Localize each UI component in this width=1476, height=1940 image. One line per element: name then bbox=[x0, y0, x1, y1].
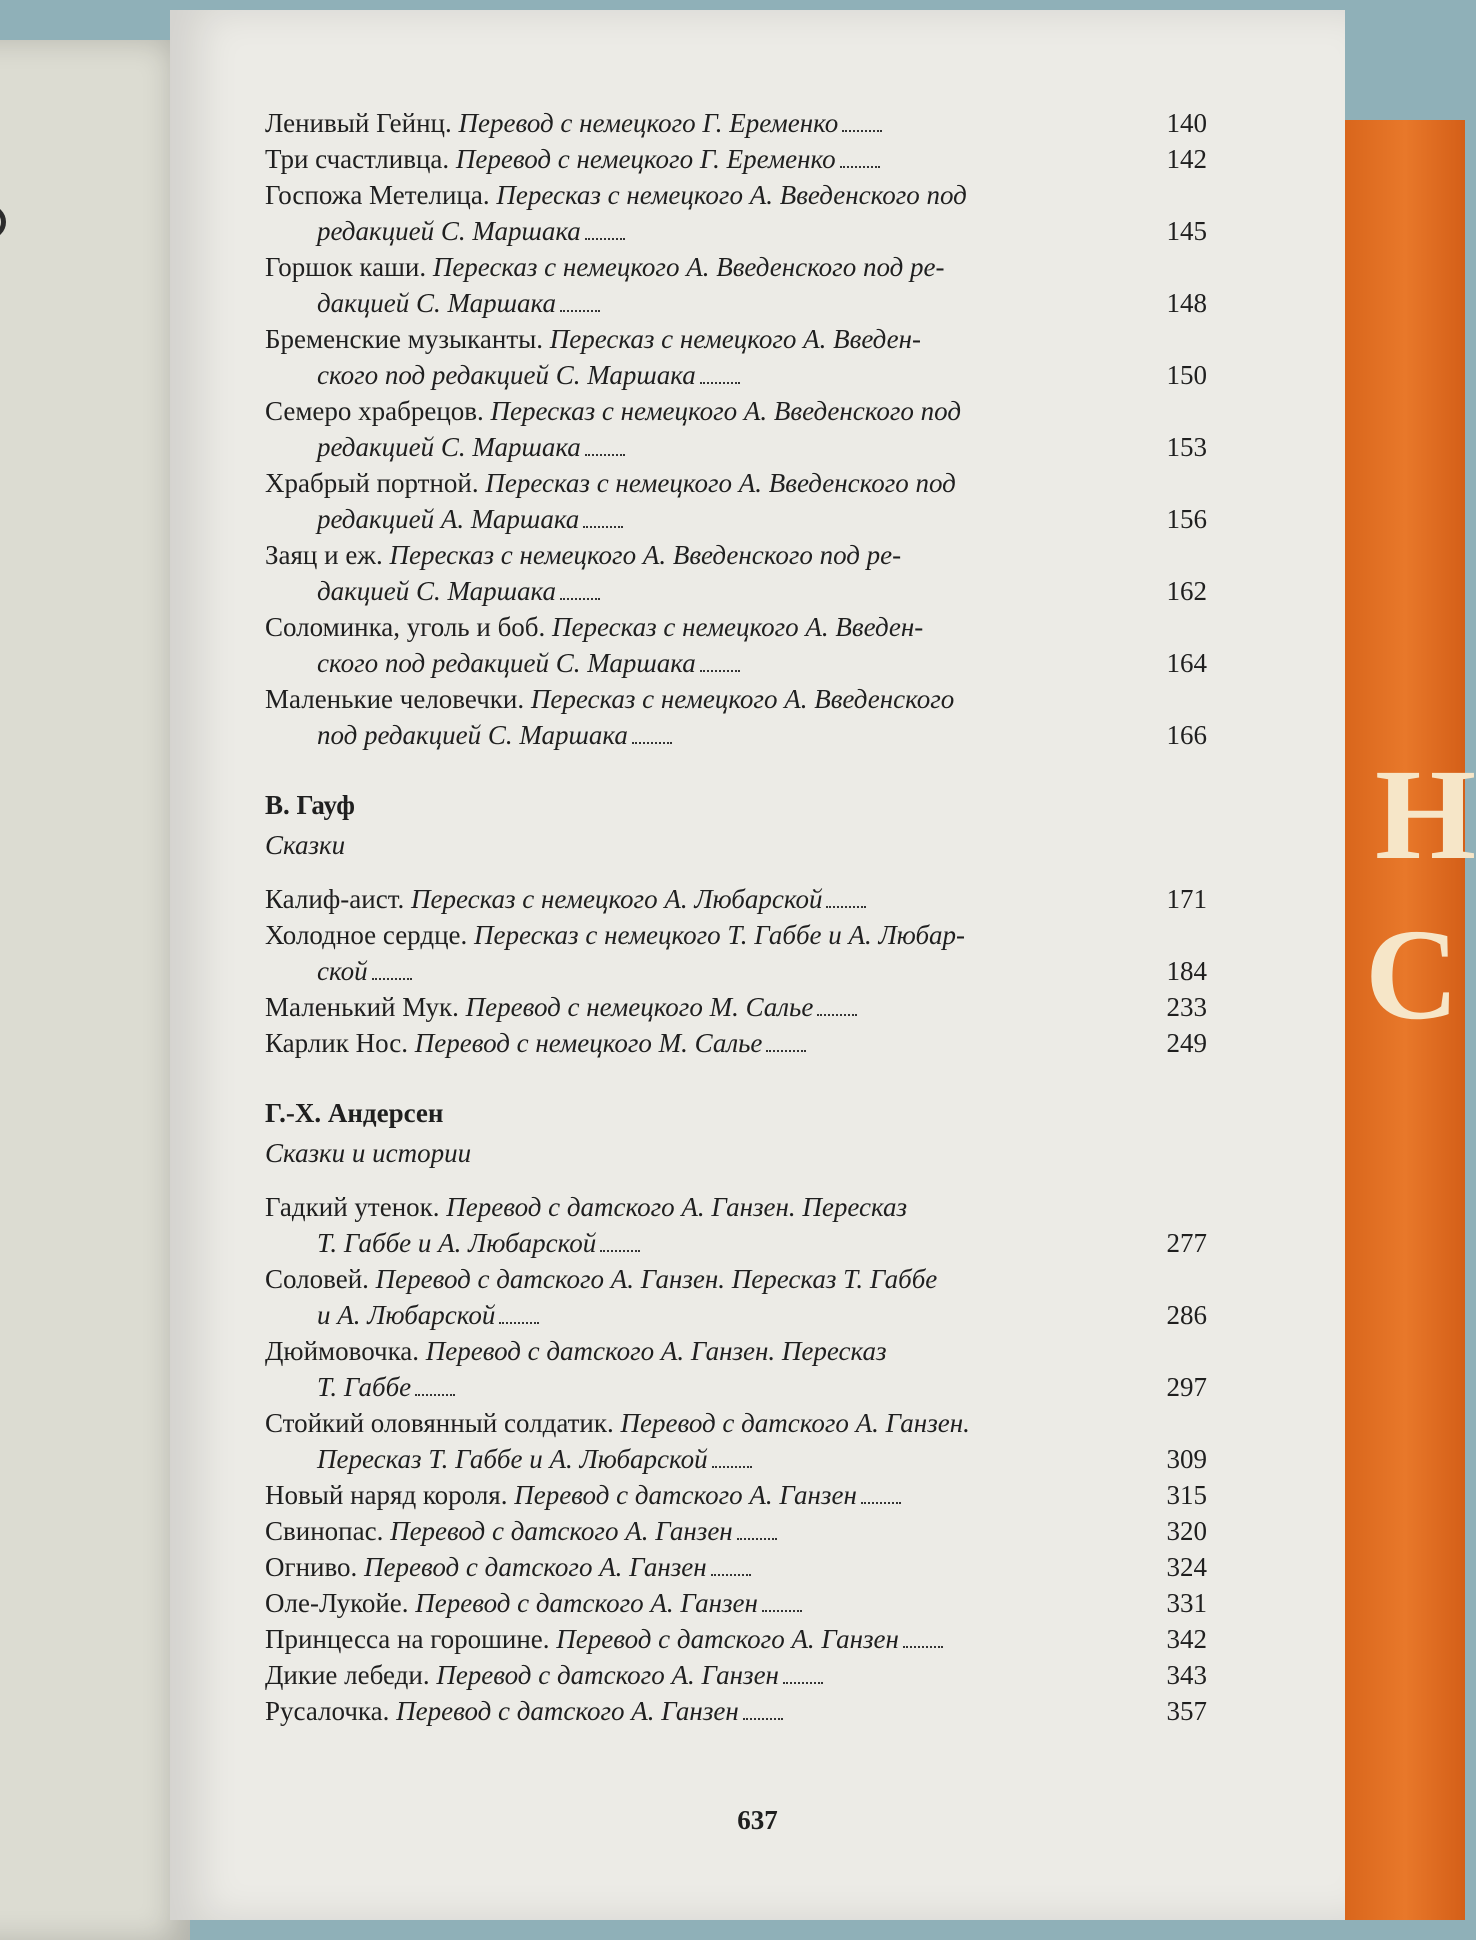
entry-translator: Перевод с датского А. Ганзен. bbox=[620, 1408, 970, 1438]
entry-title: Горшок каши. bbox=[265, 252, 427, 282]
entry-title: Маленькие человечки. bbox=[265, 684, 525, 714]
dot-leader bbox=[712, 1444, 752, 1468]
entry-page-number: 297 bbox=[1166, 1372, 1207, 1402]
entry-title: Русалочка. bbox=[265, 1696, 390, 1726]
entry-title: Семеро храбрецов. bbox=[265, 396, 484, 426]
entry-title: Стойкий оловянный солдатик. bbox=[265, 1408, 614, 1438]
entry-page-number: 171 bbox=[1166, 884, 1207, 914]
toc-entry bbox=[265, 249, 1265, 321]
dot-leader bbox=[817, 992, 857, 1016]
entry-title: Ленивый Гейнц. bbox=[265, 108, 452, 138]
entry-translator: Пересказ с немецкого А. Введенского под bbox=[490, 396, 961, 426]
entry-translator: Перевод с немецкого М. Салье bbox=[414, 1028, 763, 1058]
entry-page-number: 164 bbox=[1166, 648, 1207, 678]
dot-leader bbox=[560, 288, 600, 312]
page-number: 637 bbox=[737, 1805, 778, 1835]
toc-entry bbox=[265, 1405, 1265, 1477]
toc-list-hauff bbox=[265, 881, 1265, 1061]
entry-title: Дикие лебеди. bbox=[265, 1660, 430, 1690]
entry-title: Калиф-аист. bbox=[265, 884, 405, 914]
toc-entry bbox=[265, 1621, 1265, 1657]
toc-list-grimm bbox=[265, 105, 1265, 753]
entry-title: Карлик Нос. bbox=[265, 1028, 408, 1058]
dot-leader bbox=[903, 1624, 943, 1648]
dot-leader bbox=[842, 108, 882, 132]
entry-translator: Пересказ с немецкого Т. Габбе и А. Любар- bbox=[474, 920, 966, 950]
toc-entry bbox=[265, 681, 1265, 753]
dot-leader bbox=[415, 1372, 455, 1396]
toc-entry bbox=[265, 1477, 1265, 1513]
entry-page-number: 166 bbox=[1166, 720, 1207, 750]
dot-leader bbox=[632, 720, 672, 744]
toc-entry bbox=[265, 321, 1265, 393]
entry-title: Холодное сердце. bbox=[265, 920, 468, 950]
toc-entry bbox=[265, 537, 1265, 609]
entry-page-number: 286 bbox=[1166, 1300, 1207, 1330]
section-subtitle: Сказки bbox=[265, 830, 346, 860]
entry-title: Огниво. bbox=[265, 1552, 358, 1582]
entry-translator: Пересказ с немецкого А. Введен- bbox=[552, 612, 924, 642]
dot-leader bbox=[762, 1588, 802, 1612]
left-page bbox=[0, 40, 190, 1940]
entry-translator: Пересказ с немецкого А. Введен- bbox=[549, 324, 922, 354]
toc-entry bbox=[265, 1549, 1265, 1585]
toc-entry bbox=[265, 177, 1265, 249]
entry-continuation: под редакцией С. Маршака bbox=[317, 720, 628, 750]
entry-translator: Пересказ с немецкого А. Введенского bbox=[530, 684, 955, 714]
entry-page-number: 249 bbox=[1166, 1028, 1207, 1058]
toc-list-andersen bbox=[265, 1189, 1265, 1729]
entry-title: Госпожа Метелица. bbox=[265, 180, 490, 210]
entry-translator: Пересказ с немецкого А. Введенского под ре- bbox=[389, 540, 902, 570]
entry-translator: Перевод с датского А. Ганзен bbox=[364, 1552, 707, 1582]
dot-leader bbox=[783, 1660, 823, 1684]
entry-continuation: дакцией С. Маршака bbox=[317, 576, 556, 606]
entry-continuation: Т. Габбе bbox=[317, 1372, 412, 1402]
dot-leader bbox=[766, 1028, 806, 1052]
entry-translator: Пересказ с немецкого А. Введенского под bbox=[485, 468, 956, 498]
dot-leader bbox=[600, 1228, 640, 1252]
entry-page-number: 233 bbox=[1166, 992, 1207, 1022]
toc-entry bbox=[265, 393, 1265, 465]
entry-translator: Перевод с датского А. Ганзен bbox=[514, 1480, 857, 1510]
toc-entry bbox=[265, 1513, 1265, 1549]
dot-leader bbox=[861, 1480, 901, 1504]
toc-entry bbox=[265, 917, 1265, 989]
dot-leader bbox=[743, 1696, 783, 1720]
entry-page-number: 315 bbox=[1166, 1480, 1207, 1510]
entry-continuation: ской bbox=[317, 956, 368, 986]
entry-translator: Перевод с датского А. Ганзен. Пересказ Т. Габбе bbox=[375, 1264, 938, 1294]
entry-continuation: ского под редакцией С. Маршака bbox=[317, 648, 696, 678]
dot-leader bbox=[826, 884, 866, 908]
entry-translator: Перевод с датского А. Ганзен bbox=[396, 1696, 739, 1726]
entry-translator: Пересказ с немецкого А. Введенского под ре- bbox=[432, 252, 945, 282]
cover-letter: С bbox=[1365, 903, 1459, 1047]
dot-leader bbox=[700, 360, 740, 384]
toc-entry bbox=[265, 141, 1265, 177]
toc-entry bbox=[265, 105, 1265, 141]
toc-entry bbox=[265, 1585, 1265, 1621]
entry-page-number: 357 bbox=[1166, 1696, 1207, 1726]
entry-page-number: 145 bbox=[1166, 216, 1207, 246]
entry-continuation: и А. Любарской bbox=[317, 1300, 496, 1330]
dot-leader bbox=[560, 576, 600, 600]
entry-translator: Перевод с немецкого Г. Еременко bbox=[458, 108, 839, 138]
entry-translator: Перевод с датского А. Ганзен. Пересказ bbox=[446, 1192, 907, 1222]
entry-title: Соломинка, уголь и боб. bbox=[265, 612, 546, 642]
cover-letter: Н bbox=[1375, 743, 1476, 887]
entry-title: Храбрый портной. bbox=[265, 468, 479, 498]
entry-translator: Пересказ с немецкого А. Введенского под bbox=[496, 180, 967, 210]
entry-continuation: ского под редакцией С. Маршака bbox=[317, 360, 696, 390]
entry-page-number: 277 bbox=[1166, 1228, 1207, 1258]
entry-continuation: дакцией С. Маршака bbox=[317, 288, 556, 318]
toc-entry bbox=[265, 1189, 1265, 1261]
toc-entry bbox=[265, 465, 1265, 537]
entry-title: Дюймовочка. bbox=[265, 1336, 420, 1366]
toc-entry bbox=[265, 1025, 1265, 1061]
dot-leader bbox=[840, 144, 880, 168]
entry-page-number: 162 bbox=[1166, 576, 1207, 606]
dot-leader bbox=[737, 1516, 777, 1540]
dot-leader bbox=[499, 1300, 539, 1324]
author-heading: В. Гауф bbox=[265, 790, 355, 820]
entry-continuation: редакцией А. Маршака bbox=[317, 504, 580, 534]
toc-entry bbox=[265, 609, 1265, 681]
toc-page bbox=[170, 10, 1345, 1920]
entry-page-number: 343 bbox=[1166, 1660, 1207, 1690]
entry-page-number: 331 bbox=[1166, 1588, 1207, 1618]
entry-continuation: Пересказ Т. Габбе и А. Любарской bbox=[317, 1444, 708, 1474]
entry-translator: Перевод с немецкого Г. Еременко bbox=[455, 144, 836, 174]
toc-entry bbox=[265, 1333, 1265, 1405]
entry-title: Заяц и еж. bbox=[265, 540, 383, 570]
toc-entry bbox=[265, 1657, 1265, 1693]
entry-page-number: 342 bbox=[1166, 1624, 1207, 1654]
toc-entry bbox=[265, 1693, 1265, 1729]
entry-translator: Перевод с датского А. Ганзен bbox=[556, 1624, 899, 1654]
author-heading: Г.-Х. Андерсен bbox=[265, 1098, 444, 1128]
entry-translator: Перевод с датского А. Ганзен bbox=[436, 1660, 779, 1690]
entry-continuation: Т. Габбе и А. Любарской bbox=[317, 1228, 597, 1258]
entry-title: Оле-Лукойе. bbox=[265, 1588, 409, 1618]
dot-leader bbox=[700, 648, 740, 672]
ornament-icon bbox=[0, 205, 6, 239]
entry-page-number: 320 bbox=[1166, 1516, 1207, 1546]
entry-page-number: 156 bbox=[1166, 504, 1207, 534]
dot-leader bbox=[372, 956, 412, 980]
entry-title: Маленький Мук. bbox=[265, 992, 459, 1022]
entry-page-number: 324 bbox=[1166, 1552, 1207, 1582]
entry-title: Гадкий утенок. bbox=[265, 1192, 440, 1222]
entry-title: Новый наряд короля. bbox=[265, 1480, 508, 1510]
entry-translator: Перевод с датского А. Ганзен. Пересказ bbox=[425, 1336, 887, 1366]
toc-entry bbox=[265, 881, 1265, 917]
dot-leader bbox=[585, 432, 625, 456]
entry-page-number: 140 bbox=[1166, 108, 1207, 138]
entry-translator: Перевод с датского А. Ганзен bbox=[390, 1516, 733, 1546]
entry-title: Свинопас. bbox=[265, 1516, 384, 1546]
dot-leader bbox=[711, 1552, 751, 1576]
entry-page-number: 184 bbox=[1166, 956, 1207, 986]
entry-page-number: 150 bbox=[1166, 360, 1207, 390]
entry-page-number: 309 bbox=[1166, 1444, 1207, 1474]
entry-translator: Перевод с немецкого М. Салье bbox=[465, 992, 814, 1022]
entry-page-number: 148 bbox=[1166, 288, 1207, 318]
entry-title: Бременские музыканты. bbox=[265, 324, 544, 354]
book-cover bbox=[1345, 120, 1476, 1920]
entry-title: Принцесса на горошине. bbox=[265, 1624, 550, 1654]
section-subtitle: Сказки и истории bbox=[265, 1138, 472, 1168]
table-of-contents bbox=[265, 105, 1265, 1729]
entry-translator: Перевод с датского А. Ганзен bbox=[415, 1588, 758, 1618]
entry-continuation: редакцией С. Маршака bbox=[317, 432, 581, 462]
entry-title: Соловей. bbox=[265, 1264, 369, 1294]
toc-entry bbox=[265, 1261, 1265, 1333]
entry-page-number: 142 bbox=[1166, 144, 1207, 174]
entry-continuation: редакцией С. Маршака bbox=[317, 216, 581, 246]
dot-leader bbox=[583, 504, 623, 528]
entry-title: Три счастливца. bbox=[265, 144, 450, 174]
dot-leader bbox=[585, 216, 625, 240]
entry-translator: Пересказ с немецкого А. Любарской bbox=[410, 884, 823, 914]
toc-entry bbox=[265, 989, 1265, 1025]
entry-page-number: 153 bbox=[1166, 432, 1207, 462]
